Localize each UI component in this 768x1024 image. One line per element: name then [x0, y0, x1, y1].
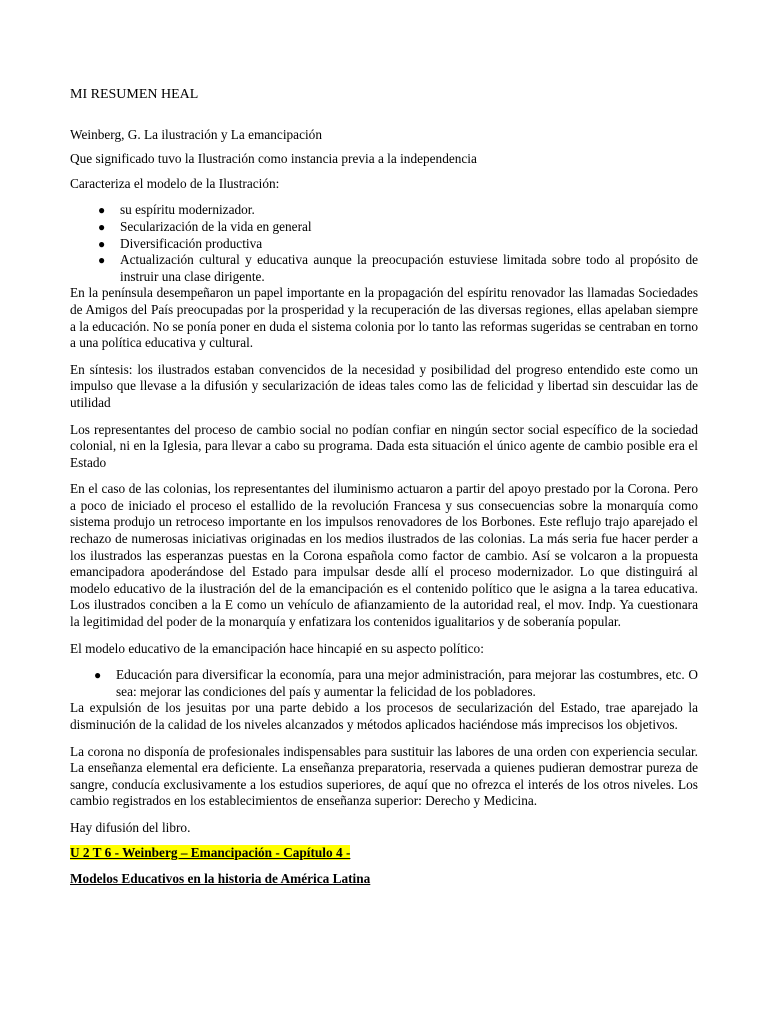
emancipation-model-list	[70, 667, 698, 700]
paragraph: En el caso de las colonias, los representantes del iluminismo actuaron a partir del apoyo prestado por la Corona. Pero a poco de iniciado el proceso el estallido de la revolución Francesa y sus consecuencias sobre la monarquía como sistema produjo un retroceso importante en los impulsos renovadores de los Borbones. Este reflujo trajo aparejado el rechazo de numerosas iniciativas originadas en los medios ilustrados de las colonias. La más seria fue hacer perder a los ilustrados las esperanzas puestas en la Corona española como factor de cambio. Así se volcaron a la propuesta emancipadora apoderándose del Estado para impulsar desde allí el proceso modernizador. Lo que distinguirá al modelo educativo de la ilustración del de la emancipación es el contenido político que le asigna a la tarea educativa. Los ilustrados conciben a la E como un vehículo de afianzamiento de la autoridad real, el mov. Indp. Ya cuestionara la legitimidad del poder de la monarquía y enfatizara los contenidos igualitarios y de soberanía popular.	[70, 481, 698, 630]
paragraph: Los representantes del proceso de cambio social no podían confiar en ningún sector social específico de la sociedad colonial, ni en la Iglesia, para llevar a cabo su programa. Dada esta situación el único agente de cambio posible era el Estado	[70, 421, 698, 470]
list-item: ● su espíritu modernizador.	[98, 202, 255, 218]
paragraph: El modelo educativo de la emancipación hace hincapié en su aspecto político:	[70, 640, 484, 656]
list-item: ● Secularización de la vida en general	[98, 218, 312, 234]
paragraph: Hay difusión del libro.	[70, 819, 191, 835]
bullet-icon: ●	[98, 203, 106, 218]
list-item: ● Actualización cultural y educativa aunque la preocupación estuviese limitada sobre todo al propósito de instruir una clase dirigente.	[98, 252, 698, 284]
highlighted-section-heading: U 2 T 6 - Weinberg – Emancipación - Capítulo 4 -	[70, 844, 351, 860]
bullet-icon: ●	[98, 253, 106, 268]
illustration-traits-list	[70, 202, 698, 285]
paragraph: En la península desempeñaron un papel importante en la propagación del espíritu renovador las llamadas Sociedades de Amigos del País preocupadas por la prosperidad y la recuperación de las diversas regiones, ellas apelaban siempre a la educación. No se ponía poner en duda el sistema colonia por lo tanto las reformas sugeridas se centraban en torno a una política educativa y cultural.	[70, 285, 698, 351]
document-title: MI RESUMEN HEAL	[70, 87, 199, 102]
paragraph: En síntesis: los ilustrados estaban convencidos de la necesidad y posibilidad del progreso entendido este como un impulso que llevase a la difusión y secularización de ideas tales como las de felicidad y libertad sin descuidar las de utilidad	[70, 361, 698, 410]
source-reference: Weinberg, G. La ilustración y La emancipación	[70, 126, 322, 142]
bullet-icon: ●	[98, 236, 106, 251]
guiding-question: Que significado tuvo la Ilustración como instancia previa a la independencia	[70, 151, 477, 167]
bullet-icon: ●	[98, 219, 106, 234]
chapter-heading: Modelos Educativos en la historia de América Latina	[70, 871, 371, 887]
section-heading-row	[70, 845, 698, 862]
paragraph: La expulsión de los jesuitas por una parte debido a los procesos de secularización del Estado, trae aparejado la disminución de la calidad de los niveles alcanzados y métodos aplicados haciéndose más imprecisos los objetivos.	[70, 700, 698, 732]
intro-line: Caracteriza el modelo de la Ilustración:	[70, 175, 280, 191]
list-item: ● Diversificación productiva	[98, 235, 263, 251]
bullet-icon: ●	[94, 668, 102, 683]
paragraph: La corona no disponía de profesionales indispensables para sustituir las labores de una orden con experiencia secular. La enseñanza elemental era deficiente. La enseñanza preparatoria, reservada a quienes pudieran demostrar pureza de sangre, conducía exclusivamente a los estudios superiores, de aquí que no ofrezca el interés de los otros niveles. Los cambio registrados en los establecimientos de enseñanza superior: Derecho y Medicina.	[70, 743, 698, 809]
list-item: ● Educación para diversificar la economía, para una mejor administración, para mejorar las costumbres, etc. O sea: mejorar las condiciones del país y aumentar la felicidad de los pobladores.	[94, 667, 698, 699]
